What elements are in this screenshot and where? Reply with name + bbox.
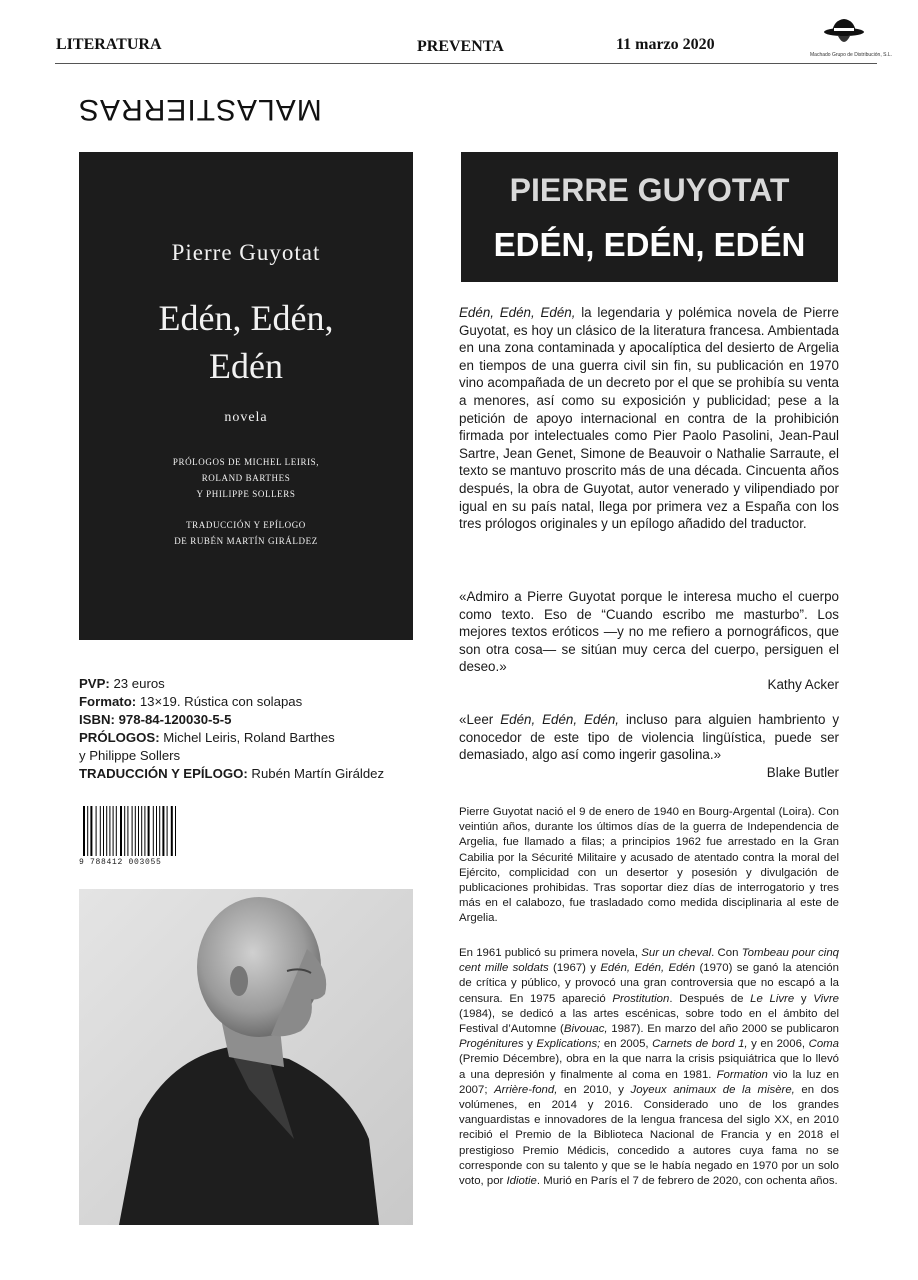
barcode-bar [113, 806, 114, 856]
bio-title-ref: Sur un cheval [641, 947, 712, 959]
cover-title [79, 294, 413, 390]
barcode-bar [162, 806, 164, 856]
bio-title-ref: Edén, Edén, Edén [600, 962, 696, 975]
section-label: LITERATURA [56, 36, 162, 53]
bio-title-ref: Idiotie [506, 1175, 537, 1188]
barcode-bar [103, 806, 104, 856]
author-photo [79, 889, 413, 1225]
bio-title-ref: Tombeau pour cinq cent mille soldats [459, 947, 840, 975]
barcode-bar [171, 806, 173, 856]
synopsis-title-ref: Edén, Edén, Edén, [459, 305, 576, 320]
cover-author: Pierre Guyotat [171, 240, 321, 265]
bio-title-ref: Bivouac, [563, 1023, 608, 1036]
distributor-caption: Machado Grupo de Distribución, S.L. [810, 52, 892, 58]
cover-translation-line: TRADUCCIÓN Y EPÍLOGO [186, 520, 306, 530]
barcode-bar [87, 806, 88, 856]
quote-author: Kathy Acker [767, 676, 839, 692]
hat-icon [810, 14, 878, 52]
bio-title-ref: Formation [716, 1068, 768, 1081]
cover-genre: novela [224, 410, 268, 425]
title-block-title: EDÉN, EDÉN, EDÉN [493, 226, 806, 263]
spec-label: PRÓLOGOS: [79, 730, 160, 745]
isbn-barcode [79, 806, 183, 872]
spec-label: Formato: [79, 694, 137, 709]
quote-acker [459, 588, 839, 694]
bio-text: (1967) y [548, 962, 601, 975]
spec-value: 23 euros [109, 676, 165, 691]
status-label: PREVENTA [417, 38, 504, 55]
bio-title-ref: Joyeux animaux de la misère, [630, 1083, 795, 1096]
barcode-bar [156, 806, 157, 856]
bio-text: (1970) se ganó la atención de crítica y público, y provocó una gran controversia que no escapó a la censura. En 1975 apareció [459, 962, 839, 1005]
bio-text: . Con [711, 947, 742, 959]
bio-text: (Premio Décembre), obra en la que narra la crisis psiquiátrica que lo llevó a una depresión y finalmente al coma en 1981. [459, 1053, 839, 1081]
quote-butler [459, 711, 839, 781]
quote-text: incluso para alguien hambriento y conocedor de este tipo de violencia lingüística, puede ser demasiado, algo así como ingerir gasolina.» [459, 712, 840, 763]
book-specs [79, 675, 419, 783]
bio-text: y en 2006, [747, 1038, 809, 1051]
barcode-bar [141, 806, 142, 856]
book-cover [79, 152, 413, 640]
barcode-bar [106, 806, 107, 856]
bio-title-ref: Prostitution [612, 992, 670, 1005]
bio-text: . Después de [669, 992, 751, 1005]
barcode-bar [109, 806, 110, 856]
bio-text: en 2010, y [557, 1083, 631, 1096]
spec-pvp [79, 675, 419, 693]
bio-title-ref: Progénitures [459, 1038, 524, 1051]
cover-translation [79, 517, 413, 549]
spec-value: Rubén Martín Giráldez [247, 766, 385, 781]
spec-translation [79, 765, 419, 783]
cover-title-line: Edén, Edén, [158, 298, 334, 338]
synopsis-text: la legendaria y polémica novela de Pierre Guyotat, es hoy un clásico de la literatura francesa. Ambientada en una zona contaminada y apocalíptica del desierto de Argelia en tiempos de una guerra civil sin fin, su publicación en 1970 vino acompañada de un decreto por el que se prohibía su venta a menores, así como su exposición y publicidad; pese a la petición de apoyo internacional en contra de la prohibición firmada por intelectuales como Pier Paolo Pasolini, Jean-Paul Sartre, Jean Genet, Simone de Beauvoir o Nathalie Sarraute, el texto se mantuvo proscrito más de una década. Cincuenta años después, la obra de Guyotat, autor venerado y vilipendiado por igual en su país natal, llega por primera vez a España con los tres prólogos originales y un epílogo añadido del traductor. [459, 305, 839, 532]
bio-text: (1984), se dedicó a las artes escénicas, sobre todo en el ámbito del Festival d’Automne ( [459, 1007, 839, 1036]
quote-title-ref: Edén, Edén, Edén, [500, 712, 620, 727]
distributor-logo [810, 14, 892, 60]
bio-title-ref: Explications; [536, 1038, 601, 1051]
spec-prologues-cont: y Philippe Sollers [79, 748, 181, 763]
author-bio-2 [459, 946, 839, 1189]
barcode-bar [144, 806, 145, 856]
cover-prologues-line: ROLAND BARTHES [201, 473, 291, 483]
bio-text: En 1961 publicó su primera novela, [459, 947, 642, 959]
bio-text: en dos volúmenes, en 2014 y 2016. Considerado uno de los grandes vanguardistas e innovadores de la lengua francesa del siglo XX, en 2010 recibió el Premio de la Biblioteca Nacional de Francia y en 2018 el prestigioso Premio Médicis, concedido a autores cuya fama no se corresponde con su talento y que se le había negado en 1970 por un solo voto, por [459, 1083, 839, 1188]
barcode-bar [148, 806, 150, 856]
date-label: 11 marzo 2020 [616, 36, 715, 53]
barcode-bar [100, 806, 101, 856]
barcode-bar [124, 806, 125, 856]
bio-title-ref: Carnets de bord 1, [652, 1038, 748, 1051]
quote-author: Blake Butler [766, 764, 839, 780]
barcode-bar [159, 806, 160, 856]
bio-title-ref: Le Livre [750, 992, 795, 1005]
bio-text: vio la luz en 2007; [459, 1068, 839, 1096]
spec-label: TRADUCCIÓN Y EPÍLOGO: [79, 766, 248, 781]
barcode-bar [175, 806, 176, 856]
bio-title-ref: Coma [808, 1038, 840, 1051]
cover-prologues-line: PRÓLOGOS DE MICHEL LEIRIS, [172, 457, 320, 467]
bio-text: . Murió en París el 7 de febrero de 2020, con ochenta años. [536, 1175, 838, 1188]
cover-prologues-line: Y PHILIPPE SOLLERS [196, 489, 296, 499]
publisher-name: MALASTIERRAS [78, 93, 322, 126]
barcode-icon [79, 806, 183, 858]
bio-text: en 2005, [600, 1038, 653, 1051]
title-block [461, 152, 838, 282]
barcode-bar [135, 806, 136, 856]
cover-translation-line: DE RUBÉN MARTÍN GIRÁLDEZ [174, 536, 318, 546]
cover-prologues [79, 454, 413, 502]
bio-text: 1987). En marzo del año 2000 se publicaron [607, 1023, 839, 1036]
synopsis [459, 304, 839, 533]
author-bio [459, 805, 839, 927]
bio-text: y [794, 992, 814, 1005]
barcode-bar [90, 806, 92, 856]
barcode-bar [96, 806, 97, 856]
barcode-bar [120, 806, 122, 856]
cover-title-line: Edén [209, 346, 283, 386]
barcode-bar [132, 806, 133, 856]
spec-format [79, 693, 419, 711]
spec-value: Michel Leiris, Roland Barthes [159, 730, 335, 745]
quote-text: «Admiro a Pierre Guyotat porque le interesa mucho el cuerpo como texto. Eso de “Cuando escribo me masturbo”. Los mejores textos eróticos —y no me refiero a pornográficos, que son otra cosa— se sitúan muy cerca del cuerpo, persiguen el deseo.» [459, 589, 839, 675]
spec-value: 13×19. Rústica con solapas [136, 694, 303, 709]
bio-paragraph-2 [459, 946, 839, 1189]
barcode-bar [83, 806, 85, 856]
spec-isbn [79, 711, 419, 729]
spec-label: PVP: [79, 676, 110, 691]
author-portrait-image [79, 889, 413, 1225]
bio-title-ref: Vivre [813, 992, 839, 1005]
spec-prologues [79, 729, 419, 747]
quote-text: «Leer [459, 712, 501, 727]
barcode-bar [153, 806, 154, 856]
barcode-bar [116, 806, 117, 856]
barcode-digits: 9 788412 003055 [79, 858, 162, 867]
bio-text: y [523, 1038, 537, 1051]
spec-value: ISBN: 978-84-120030-5-5 [79, 712, 232, 727]
title-block-author: PIERRE GUYOTAT [509, 172, 790, 208]
bio-title-ref: Arrière-fond, [494, 1083, 558, 1096]
header-rule [55, 63, 877, 64]
bio-paragraph-1: Pierre Guyotat nació el 9 de enero de 1940 en Bourg-Argental (Loira). Con veintiún años, durante los últimos días de la guerra de Independencia de Argelia, fue llamado a filas; a principios 1962 fue arrestado en la Gran Cabilia por la Sécurité Militaire y acusado de atentado contra la moral del Ejército, complicidad con un desertor y posesión y divulgación de publicaciones prohibidas. Tras soportar diez días de interrogatorio y tres más en el calabozo, fue trasladado como medida disciplinaria al este de Argelia. [459, 806, 839, 925]
barcode-bar [138, 806, 139, 856]
barcode-bar [127, 806, 128, 856]
barcode-bar [167, 806, 168, 856]
